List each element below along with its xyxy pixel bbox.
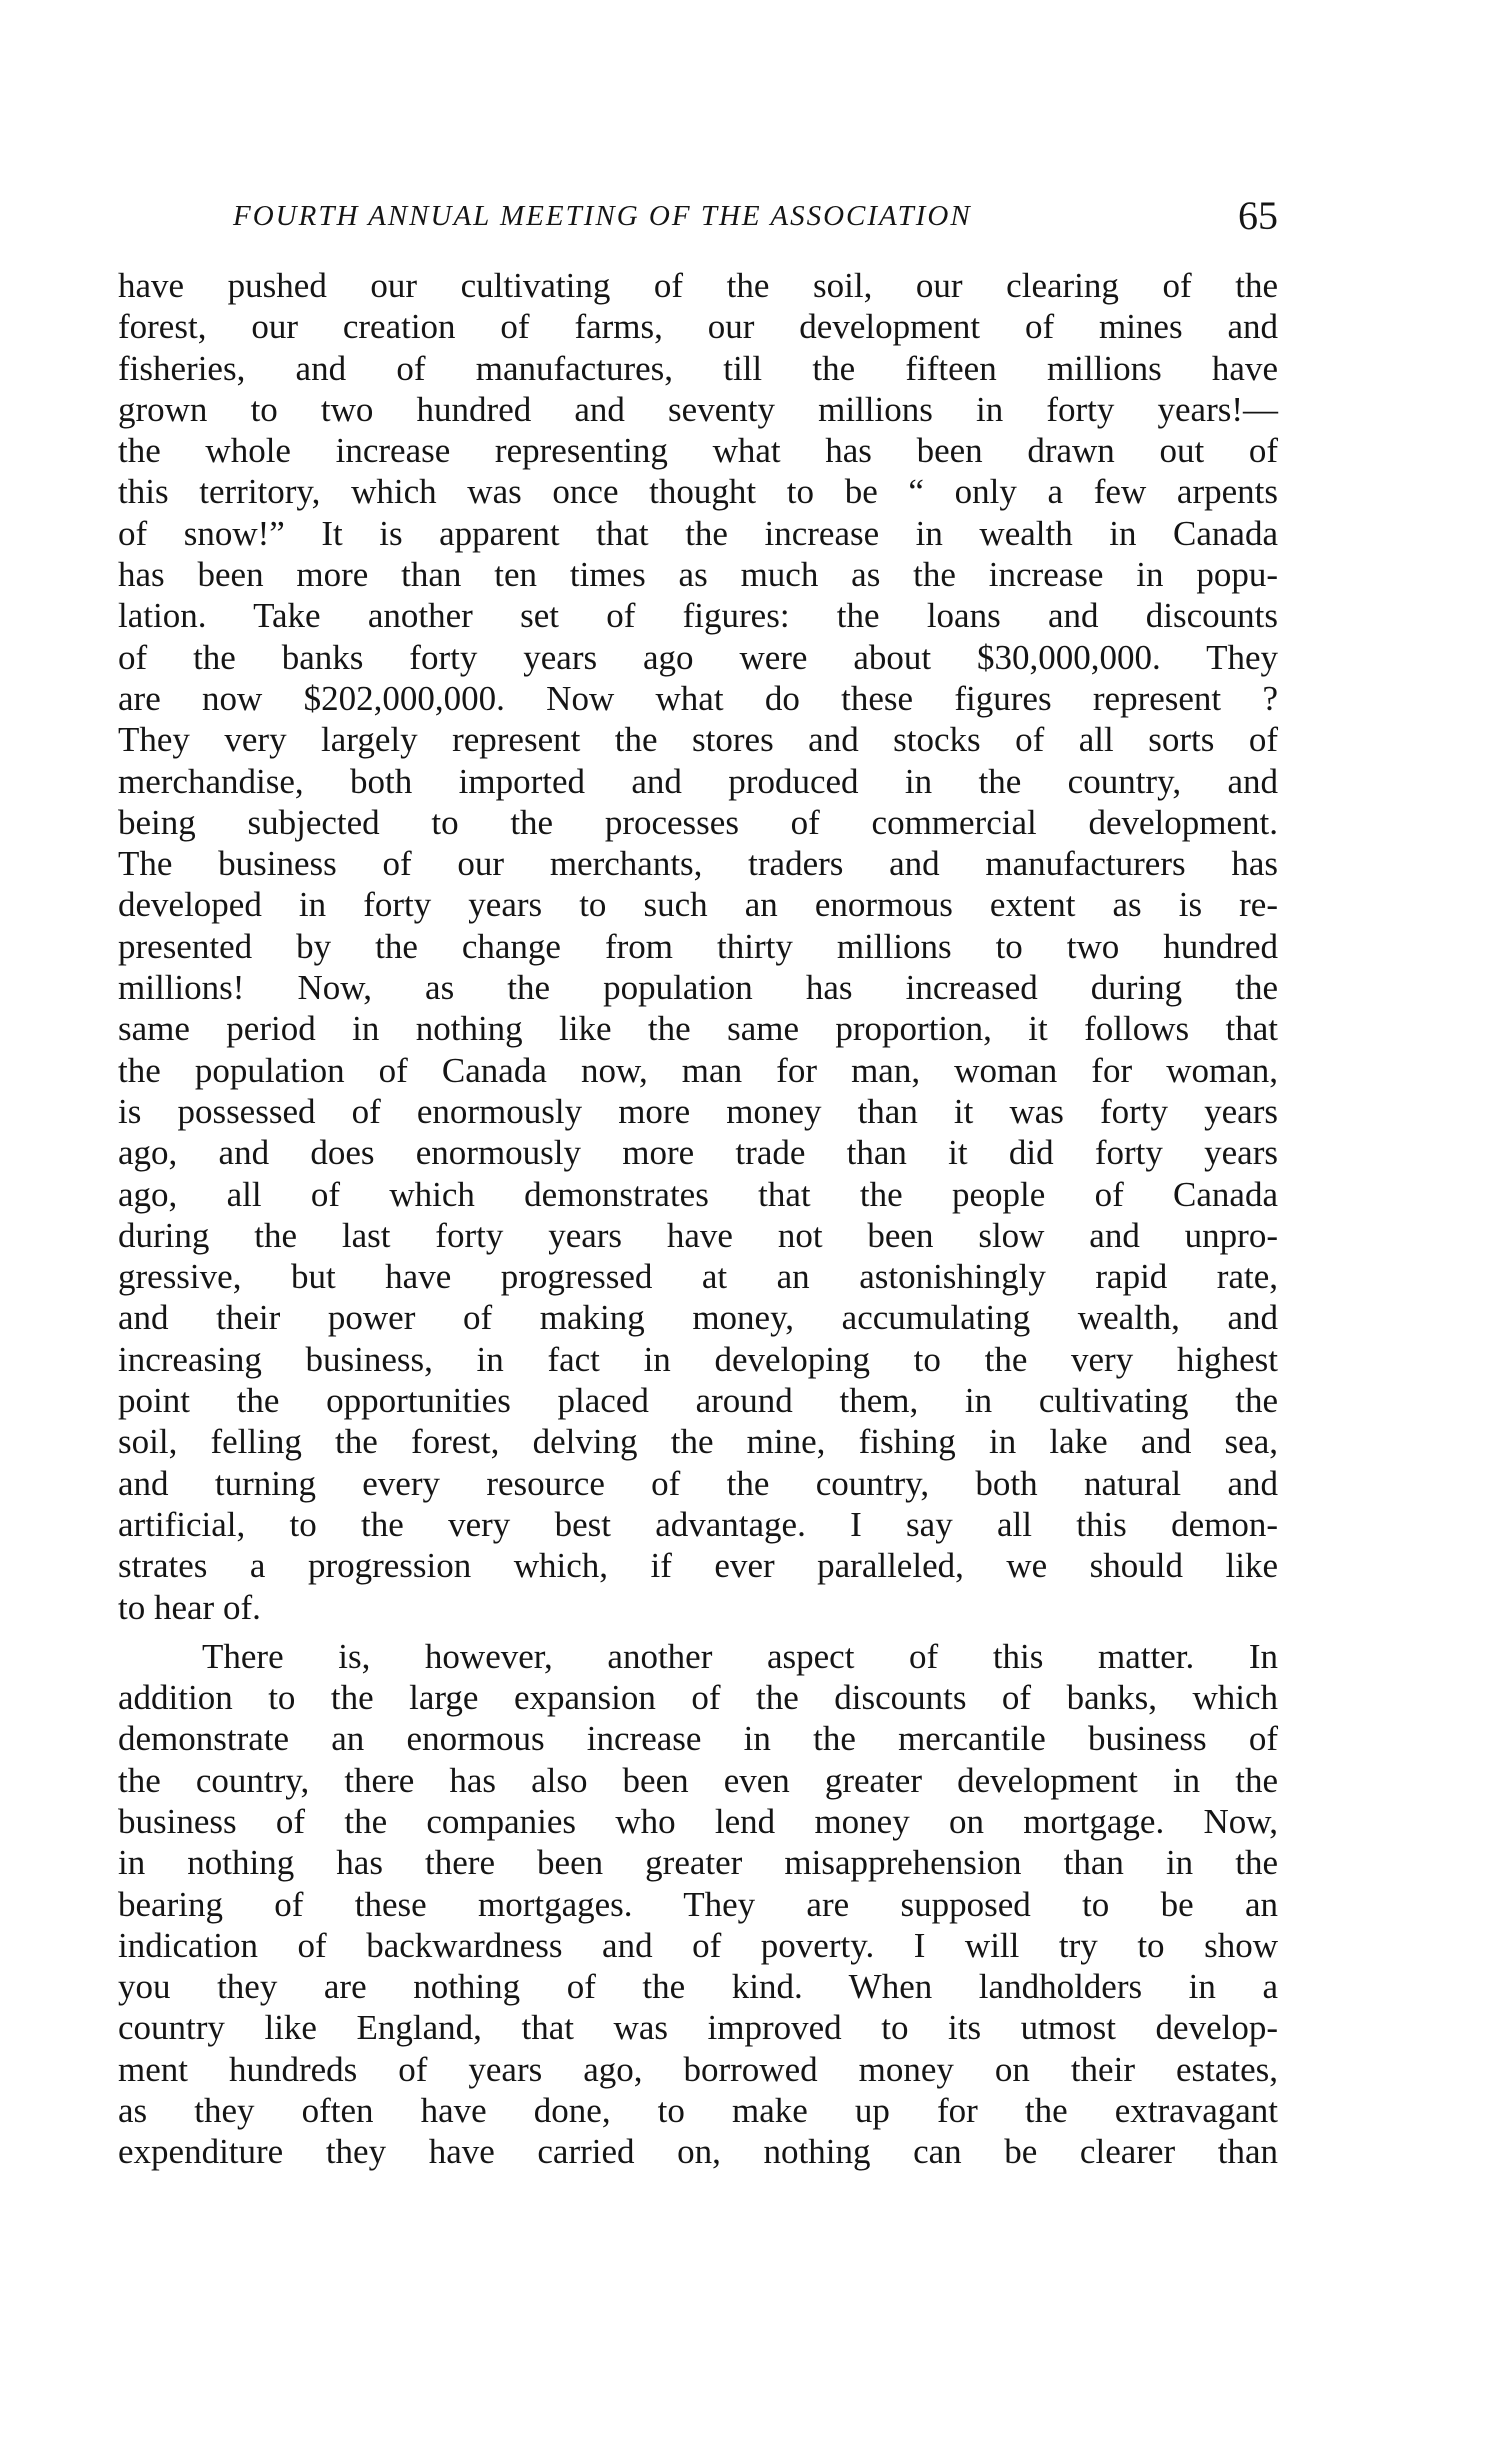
text-line: and turning every resource of the country, both natural and: [118, 1463, 1278, 1503]
text-line: millions! Now, as the population has increased during the: [118, 968, 1278, 1008]
text-line: country like England, that was improved to its utmost develop-: [118, 2008, 1278, 2048]
text-line: They very largely represent the stores and stocks of all sorts of: [118, 720, 1278, 760]
text-line: developed in forty years to such an enormous extent as is re-: [118, 885, 1278, 925]
text-line: artificial, to the very best advantage. I say all this demon-: [118, 1504, 1278, 1544]
text-line: same period in nothing like the same proportion, it follows that: [118, 1009, 1278, 1049]
text-line: business of the companies who lend money on mortgage. Now,: [118, 1801, 1278, 1841]
text-line: and their power of making money, accumulating wealth, and: [118, 1298, 1278, 1338]
text-line: are now $202,000,000. Now what do these figures represent ?: [118, 678, 1278, 718]
text-line: grown to two hundred and seventy millions in forty years!—: [118, 389, 1278, 429]
text-line: forest, our creation of farms, our development of mines and: [118, 307, 1278, 347]
text-line: strates a progression which, if ever paralleled, we should like: [118, 1546, 1278, 1586]
body-text: [118, 265, 1278, 2173]
text-line: this territory, which was once thought to be “ only a few arpents: [118, 472, 1278, 512]
text-line: in nothing has there been greater misapprehension than in the: [118, 1843, 1278, 1883]
text-line: expenditure they have carried on, nothing can be clearer than: [118, 2132, 1278, 2172]
text-line: being subjected to the processes of commercial development.: [118, 802, 1278, 842]
running-head: [118, 192, 1278, 252]
text-line: soil, felling the forest, delving the mine, fishing in lake and sea,: [118, 1422, 1278, 1462]
text-line: of snow!” It is apparent that the increase in wealth in Canada: [118, 513, 1278, 553]
text-line: you they are nothing of the kind. When landholders in a: [118, 1967, 1278, 2007]
text-line: fisheries, and of manufactures, till the fifteen millions have: [118, 348, 1278, 388]
text-line: merchandise, both imported and produced in the country, and: [118, 761, 1278, 801]
text-line: lation. Take another set of figures: the loans and discounts: [118, 596, 1278, 636]
text-line: to hear of.: [118, 1587, 261, 1627]
paragraph-1: [118, 265, 1278, 1628]
text-line: has been more than ten times as much as the increase in popu-: [118, 555, 1278, 595]
text-line: of the banks forty years ago were about $30,000,000. They: [118, 637, 1278, 677]
text-line: the population of Canada now, man for man, woman for woman,: [118, 1050, 1278, 1090]
text-line: indication of backwardness and of poverty. I will try to show: [118, 1925, 1278, 1965]
text-line: increasing business, in fact in developing to the very highest: [118, 1339, 1278, 1379]
paragraph-2: [118, 1636, 1278, 2173]
running-title: FOURTH ANNUAL MEETING OF THE ASSOCIATION: [233, 200, 972, 232]
paragraph-break: [118, 1628, 1278, 1636]
text-line: ago, all of which demonstrates that the people of Canada: [118, 1174, 1278, 1214]
text-line: There is, however, another aspect of this matter. In: [202, 1636, 1278, 1676]
text-line: as they often have done, to make up for the extravagant: [118, 2091, 1278, 2131]
text-line: gressive, but have progressed at an astonishingly rapid rate,: [118, 1257, 1278, 1297]
text-line: presented by the change from thirty millions to two hundred: [118, 926, 1278, 966]
text-line: The business of our merchants, traders and manufacturers has: [118, 844, 1278, 884]
page-number: 65: [1238, 193, 1278, 238]
text-line: the country, there has also been even greater development in the: [118, 1760, 1278, 1800]
text-line: during the last forty years have not been slow and unpro-: [118, 1215, 1278, 1255]
text-line: the whole increase representing what has been drawn out of: [118, 431, 1278, 471]
text-line: point the opportunities placed around them, in cultivating the: [118, 1381, 1278, 1421]
text-line: demonstrate an enormous increase in the mercantile business of: [118, 1719, 1278, 1759]
text-line: bearing of these mortgages. They are supposed to be an: [118, 1884, 1278, 1924]
text-line: is possessed of enormously more money than it was forty years: [118, 1091, 1278, 1131]
text-line: ment hundreds of years ago, borrowed money on their estates,: [118, 2049, 1278, 2089]
text-line: ago, and does enormously more trade than it did forty years: [118, 1133, 1278, 1173]
text-line: addition to the large expansion of the discounts of banks, which: [118, 1678, 1278, 1718]
text-line: have pushed our cultivating of the soil, our clearing of the: [118, 266, 1278, 305]
